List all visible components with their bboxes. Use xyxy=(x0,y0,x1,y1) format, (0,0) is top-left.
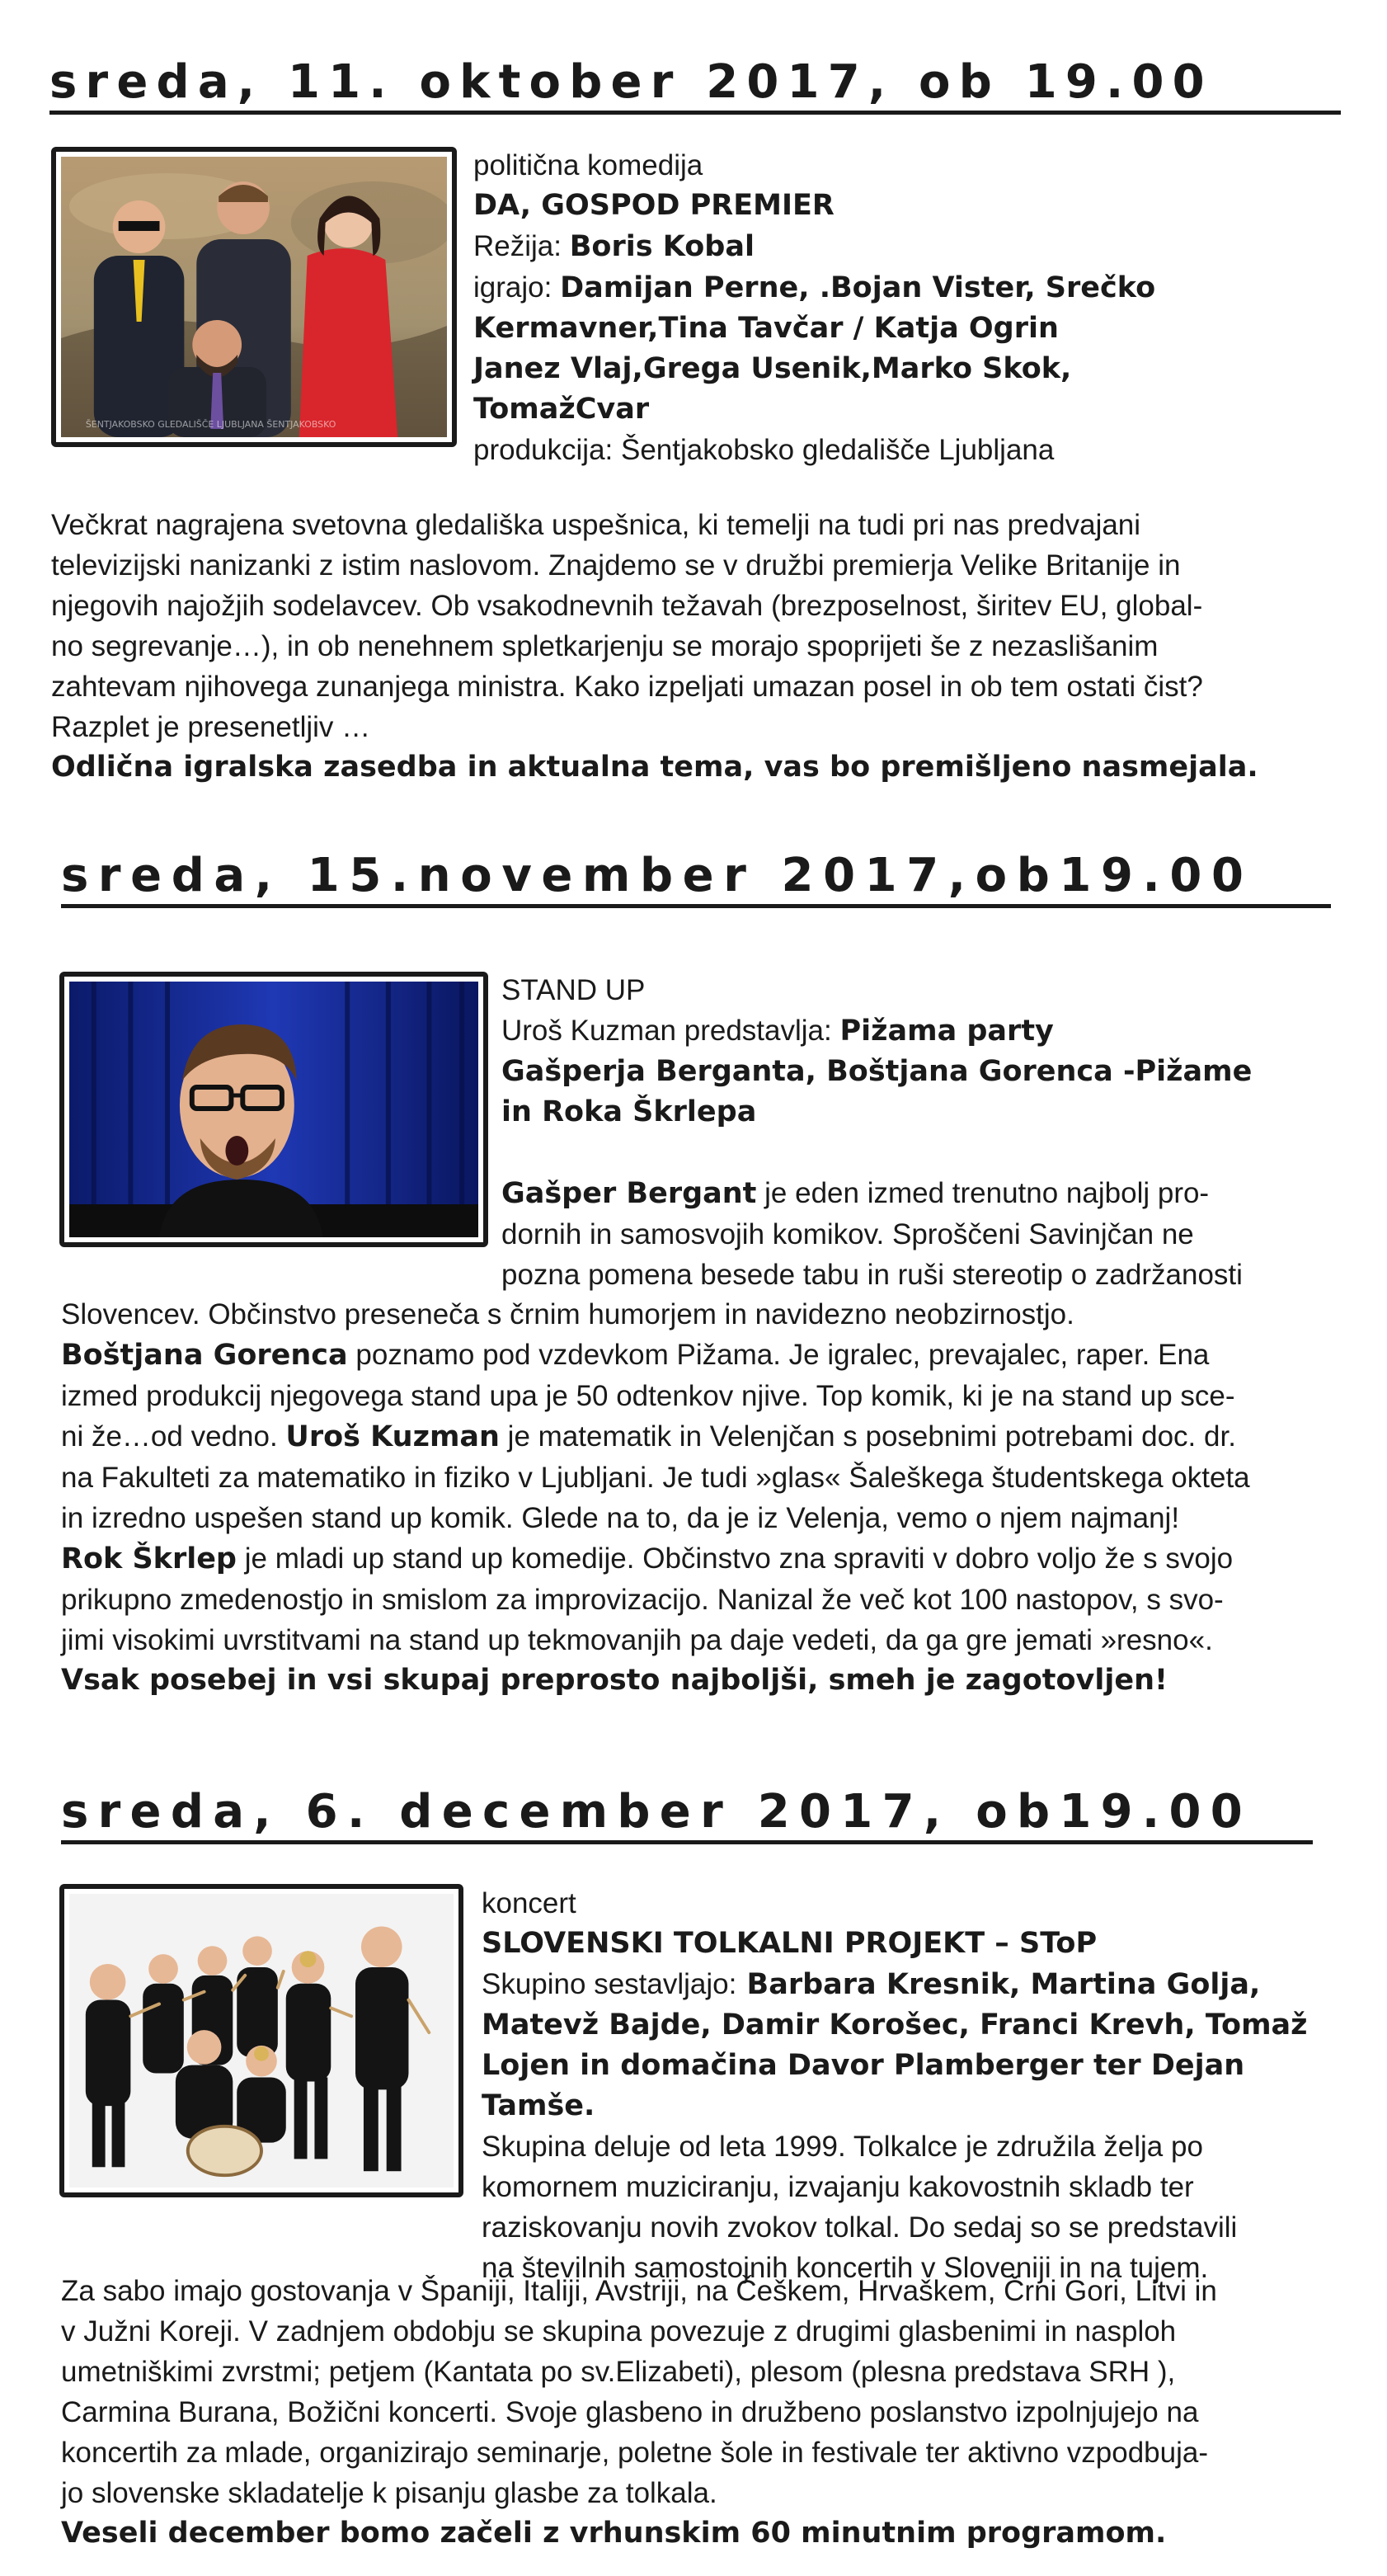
event3-members-names-1: Barbara Kresnik, Martina Golja, xyxy=(736,1968,1261,2001)
event1-director-line xyxy=(473,226,1347,267)
event2-skrlep-line-2: prikupno zmedenostjo in smislom za improvizacijo. Nanizal že več kot 100 nastopov, s svo- xyxy=(61,1584,1224,1616)
event1-director-label: Režija: xyxy=(473,230,562,262)
event2-presents-label: Uroš Kuzman predstavlja: xyxy=(501,1015,832,1047)
event3-members-line-1 xyxy=(482,1964,1356,2005)
event2-bergant-text: je eden izmed trenutno najbolj pro- xyxy=(756,1177,1210,1209)
event1-desc-line: Večkrat nagrajena svetovna gledališka uspešnica, ki temelji na tudi pri nas predvajani xyxy=(51,509,1141,541)
event2-info xyxy=(501,970,1351,1133)
event1-photo-watermark: ŠENTJAKOBSKO GLEDALIŠČE LJUBLJANA ŠENTJAKOBSKO xyxy=(85,418,336,431)
event2-skrlep-name: Rok Škrlep xyxy=(61,1542,237,1575)
event3-desc-wide-line: Za sabo imajo gostovanja v Španiji, Italiji, Avstriji, na Češkem, Hrvaškem, Črni Gori, Litvi in xyxy=(61,2275,1217,2307)
event3-info xyxy=(482,1883,1356,2288)
event1-cast-line-4: TomažCvar xyxy=(473,393,650,426)
event1-desc-line: no segrevanje…), in ob nenehnem spletkarjenju se morajo spoprijeti še z nezaslišanim xyxy=(51,630,1159,662)
event3-genre: koncert xyxy=(482,1887,576,1919)
event2-description xyxy=(501,1173,1351,1295)
event2-genre: STAND UP xyxy=(501,974,646,1006)
event2-description-wide xyxy=(61,1294,1364,1701)
event1-description xyxy=(51,505,1354,788)
event2-title-line-1: Gašperja Berganta, Boštjana Gorenca -Pižame xyxy=(501,1055,1253,1088)
event2-skrlep-line-1 xyxy=(61,1538,1364,1580)
event1-cast-names-1: Damijan Perne, .Bojan Vister, Srečko xyxy=(560,271,1156,304)
event3-band-photo-illustration xyxy=(69,1894,454,2187)
event2-show-name: Pižama party xyxy=(839,1015,1054,1048)
event3-members-line-3: Lojen in domačina Davor Plamberger ter Dejan xyxy=(482,2049,1245,2082)
event1-cast-photo-illustration xyxy=(61,157,447,437)
event3-members-label: Skupino sestavljajo: xyxy=(482,1968,737,2000)
event2-heading: sreda, 15.november 2017,ob19.00 xyxy=(61,850,1331,908)
event1-cast-line-1 xyxy=(473,267,1347,308)
event2-kuzman-text: je matematik in Velenjčan s posebnimi potrebami doc. dr. xyxy=(499,1420,1236,1453)
event2-kuzman-line-3: in izredno uspešen stand up komik. Glede na to, da je iz Velenja, vemo o njem najmanj! xyxy=(61,1502,1180,1534)
event3-photo xyxy=(59,1884,463,2197)
event3-members-line-4: Tamše. xyxy=(482,2089,595,2122)
event2-gorenc-line-1 xyxy=(61,1335,1364,1376)
event1-production: produkcija: Šentjakobsko gledališče Ljubljana xyxy=(473,434,1055,466)
event1-desc-line: njegovih najožjih sodelavcev. Ob vsakodnevnih težavah (brezposelnost, širitev EU, global- xyxy=(51,590,1203,622)
event1-genre: politična komedija xyxy=(473,149,703,181)
event2-bergant-tail: Slovencev. Občinstvo preseneča s črnim humorjem in navidezno neobzirnostjo. xyxy=(61,1298,1074,1330)
event1-desc-line: Razplet je presenetljiv … xyxy=(51,711,371,743)
event2-title-line-2: in Roka Škrlepa xyxy=(501,1095,757,1128)
event1-desc-line: televizijski nanizanki z istim naslovom. Znajdemo se v družbi premierja Velike Britanije in xyxy=(51,549,1181,582)
event3-desc-wide-line: Carmina Burana, Božični koncerti. Svoje glasbeno in družbeno poslanstvo izpolnjujejo na xyxy=(61,2396,1199,2428)
event2-photo xyxy=(59,972,488,1247)
event1-info xyxy=(473,145,1347,470)
event2-skrlep-line-3: jimi visokimi uvrstitvami na stand up tekmovanjih pa daje vedeti, da ga gre jemati »resno«. xyxy=(61,1624,1213,1656)
event3-description-wide xyxy=(61,2271,1364,2554)
event3-tagline: Veseli december bomo začeli z vrhunskim 60 minutnim programom. xyxy=(61,2517,1167,2550)
event3-desc-narrow-line: raziskovanju novih zvokov tolkal. Do sedaj so se predstavili xyxy=(482,2211,1238,2244)
event2-kuzman-line-1 xyxy=(61,1416,1364,1458)
event3-desc-narrow-line: na številnih samostojnih koncertih v Sloveniji in na tujem. xyxy=(482,2252,1209,2284)
event3-title: SLOVENSKI TOLKALNI PROJEKT – SToP xyxy=(482,1927,1098,1960)
event2-presents-line xyxy=(501,1010,1351,1052)
event3-desc-narrow-line: komornem muziciranju, izvajanju kakovostnih skladb ter xyxy=(482,2171,1194,2203)
event2-tagline: Vsak posebej in vsi skupaj preprosto najboljši, smeh je zagotovljen! xyxy=(61,1664,1168,1697)
event3-desc-wide-line: koncertih za mlade, organizirajo seminarje, poletne šole in festivale ter aktivno vzpodbuja- xyxy=(61,2437,1209,2469)
event3-desc-wide-line: v Južni Koreji. V zadnjem obdobju se skupina povezuje z drugimi glasbenimi in nasploh xyxy=(61,2315,1177,2348)
event1-director: Boris Kobal xyxy=(569,230,755,263)
event2-bergant-line-1 xyxy=(501,1173,1351,1214)
event2-bergant-name: Gašper Bergant xyxy=(501,1177,757,1210)
event2-gorenc-line-2: izmed produkcij njegovega stand upa je 50 odtenkov njive. Top komik, ki je na stand up sce- xyxy=(61,1380,1235,1412)
event1-title: DA, GOSPOD PREMIER xyxy=(473,189,835,222)
event2-kuzman-name: Uroš Kuzman xyxy=(285,1420,500,1453)
event1-tagline: Odlična igralska zasedba in aktualna tema, vas bo premišljeno nasmejala. xyxy=(51,751,1258,784)
event1-cast-label: igrajo: xyxy=(473,271,552,304)
event3-desc-wide-line: jo slovenske skladatelje k pisanju glasbe za tolkala. xyxy=(61,2477,717,2509)
event3-desc-wide-line: umetniškimi zvrstmi; petjem (Kantata po sv.Elizabeti), plesom (plesna predstava SRH ), xyxy=(61,2356,1176,2388)
event2-gorenc-line-3: ni že…od vedno. xyxy=(61,1420,278,1453)
event2-gorenc-name: Boštjana Gorenca xyxy=(61,1339,348,1372)
event1-heading: sreda, 11. oktober 2017, ob 19.00 xyxy=(49,56,1341,115)
event2-bergant-line-2: dornih in samosvojih komikov. Sproščeni Savinjčan ne xyxy=(501,1218,1194,1250)
event2-comedian-photo-illustration xyxy=(69,982,478,1237)
event1-photo xyxy=(51,147,457,447)
event2-skrlep-text: je mladi up stand up komedije. Občinstvo zna spraviti v dobro voljo že s svojo xyxy=(237,1542,1234,1575)
event1-cast-line-2: Kermavner,Tina Tavčar / Katja Ogrin xyxy=(473,312,1059,345)
event2-gorenc-text: poznamo pod vzdevkom Pižama. Je igralec, prevajalec, raper. Ena xyxy=(347,1339,1210,1371)
event3-members-line-2: Matevž Bajde, Damir Korošec, Franci Krevh, Tomaž xyxy=(482,2009,1308,2041)
event2-kuzman-line-2: na Fakulteti za matematiko in fiziko v Ljubljani. Je tudi »glas« Šaleškega študentskega okteta xyxy=(61,1462,1250,1494)
event1-cast-line-3: Janez Vlaj,Grega Usenik,Marko Skok, xyxy=(473,352,1072,385)
event1-desc-line: zahtevam njihovega zunanjega ministra. Kako izpeljati umazan posel in ob tem ostati čist? xyxy=(51,671,1203,703)
event3-desc-narrow-line: Skupina deluje od leta 1999. Tolkalce je združila želja po xyxy=(482,2131,1203,2163)
event3-heading: sreda, 6. december 2017, ob19.00 xyxy=(61,1786,1313,1844)
event2-bergant-line-3: pozna pomena besede tabu in ruši stereotip o zadržanosti xyxy=(501,1259,1243,1291)
